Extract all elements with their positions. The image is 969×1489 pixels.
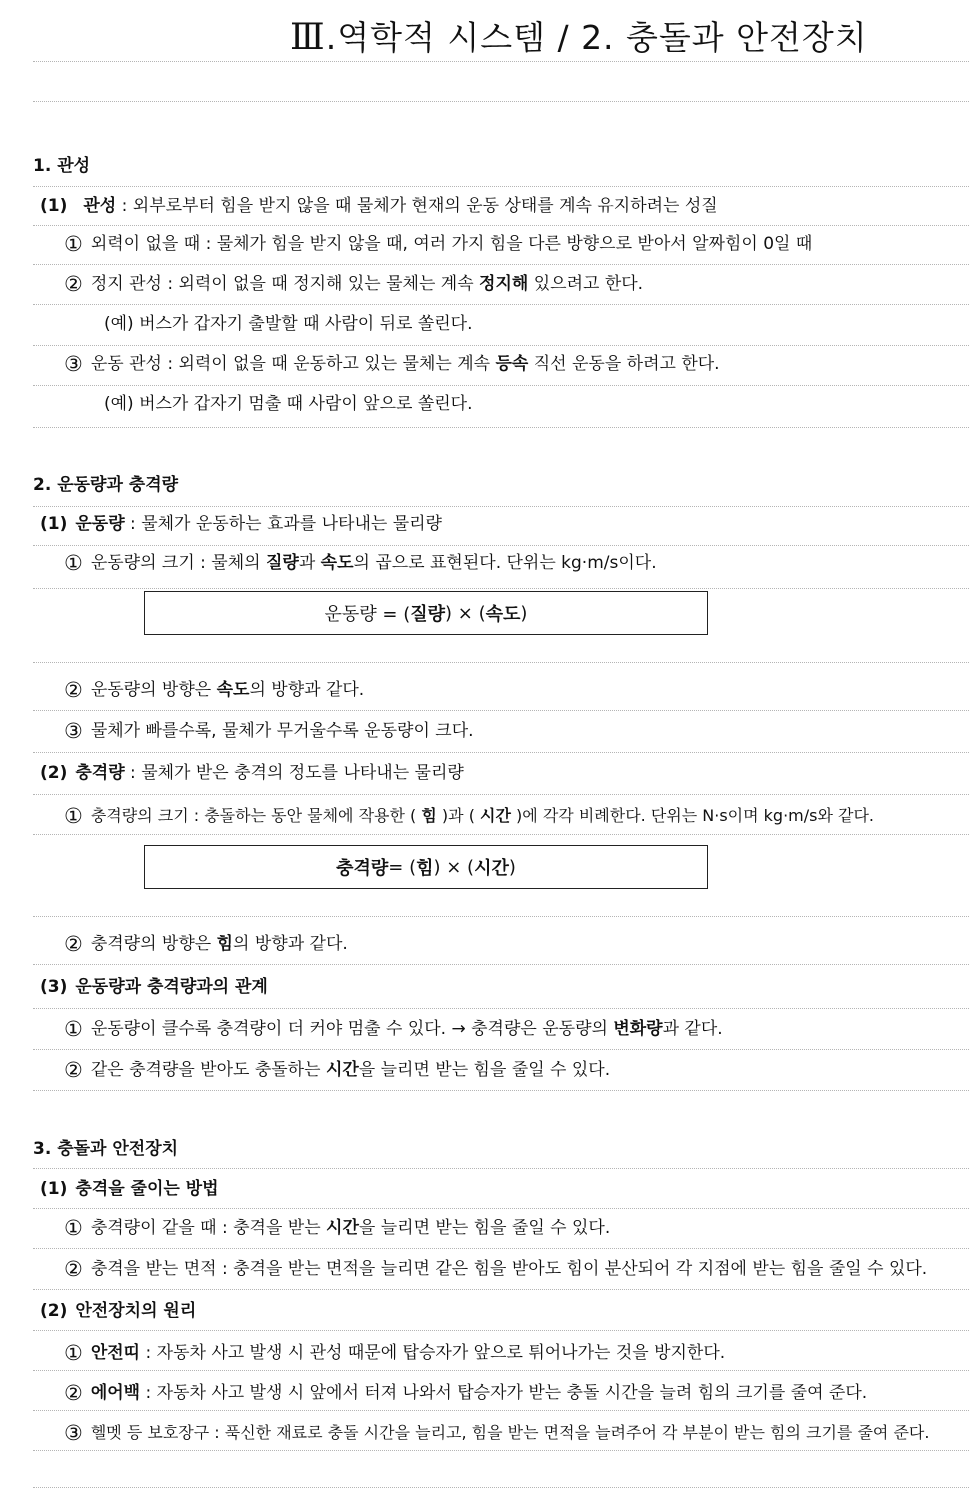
ruled-line	[33, 345, 969, 346]
list-item-impact-area: ② 충격을 받는 면적 : 충격을 받는 면적을 늘리면 같은 힘을 받아도 힘이 분산되어 각 지점에 받는 힘을 줄일 수 있다.	[64, 1257, 928, 1281]
ruled-line	[33, 545, 969, 546]
subheading-reduce-impact: (1) 충격을 줄이는 방법	[40, 1179, 219, 1199]
impulse-formula-box: 충격량 = ( 힘 ) × ( 시간 )	[144, 845, 708, 889]
subheading-inertia-definition: (1) 관성 : 외부로부터 힘을 받지 않을 때 물체가 현재의 운동 상태를 계속 유지하려는 성질	[40, 196, 718, 216]
list-item-collision-time: ② 같은 충격량을 받아도 충돌하는 시간을 늘리면 받는 힘을 줄일 수 있다.	[64, 1058, 611, 1082]
list-item-rest-inertia: ② 정지 관성 : 외력이 없을 때 정지해 있는 물체는 계속 정지해 있으려고 한다.	[64, 272, 644, 296]
ruled-line	[33, 1330, 969, 1331]
ruled-line	[33, 964, 969, 965]
section-heading-momentum-impulse: 2. 운동량과 충격량	[33, 475, 179, 495]
ruled-line	[33, 506, 969, 507]
title-text: .역학적 시스템 / 2. 충돌과 안전장치	[325, 18, 868, 57]
example-rest-inertia: (예) 버스가 갑자기 출발할 때 사람이 뒤로 쏠린다.	[104, 314, 473, 334]
ruled-line	[33, 264, 969, 265]
ruled-line	[33, 710, 969, 711]
subheading-momentum: (1) 운동량 : 물체가 운동하는 효과를 나타내는 물리량	[40, 514, 442, 534]
ruled-line	[33, 1450, 969, 1451]
subheading-safety-device-principle: (2) 안전장치의 원리	[40, 1301, 197, 1321]
ruled-line	[33, 101, 969, 102]
list-item-momentum-magnitude: ① 운동량의 크기 : 물체의 질량과 속도의 곱으로 표현된다. 단위는 kg·m/s이다.	[64, 551, 657, 575]
ruled-line	[33, 1008, 969, 1009]
ruled-line	[33, 427, 969, 428]
ruled-line	[33, 752, 969, 753]
ruled-line	[33, 1248, 969, 1249]
list-item-no-external-force: ① 외력이 없을 때 : 물체가 힘을 받지 않을 때, 여러 가지 힘을 다른 방향으로 받아서 알짜힘이 0일 때	[64, 232, 813, 256]
list-item-helmet: ③ 헬멧 등 보호장구 : 푹신한 재료로 충돌 시간을 늘리고, 힘을 받는 면적을 늘려주어 각 부분이 받는 힘의 크기를 줄여 준다.	[64, 1421, 930, 1445]
list-item-motion-inertia: ③ 운동 관성 : 외력이 없을 때 운동하고 있는 물체는 계속 등속 직선 운동을 하려고 한다.	[64, 352, 720, 376]
list-item-momentum-change: ① 운동량이 클수록 충격량이 더 커야 멈출 수 있다. → 충격량은 운동량의 변화량과 같다.	[64, 1017, 723, 1041]
list-item-same-impulse: ① 충격량이 같을 때 : 충격을 받는 시간을 늘리면 받는 힘을 줄일 수 있다.	[64, 1216, 611, 1240]
page-title	[290, 12, 868, 59]
ruled-line	[33, 1090, 969, 1091]
list-item-impulse-direction: ② 충격량의 방향은 힘의 방향과 같다.	[64, 932, 348, 956]
section-heading-inertia: 1. 관성	[33, 156, 91, 176]
ruled-line	[33, 186, 969, 187]
subheading-impulse: (2) 충격량 : 물체가 받은 충격의 정도를 나타내는 물리량	[40, 763, 464, 783]
list-item-impulse-magnitude: ① 충격량의 크기 : 충돌하는 동안 물체에 작용한 ( 힘 )과 ( 시간 )에 각각 비례한다. 단위는 N·s이며 kg·m/s와 같다.	[64, 804, 875, 828]
ruled-line	[33, 1208, 969, 1209]
ruled-line	[33, 225, 969, 226]
list-item-seatbelt: ① 안전띠 : 자동차 사고 발생 시 관성 때문에 탑승자가 앞으로 튀어나가는 것을 방지한다.	[64, 1341, 726, 1365]
list-item-momentum-direction: ② 운동량의 방향은 속도의 방향과 같다.	[64, 678, 365, 702]
ruled-line	[33, 61, 969, 62]
ruled-line	[33, 1289, 969, 1290]
subheading-momentum-impulse-relation: (3) 운동량과 충격량과의 관계	[40, 977, 268, 997]
ruled-line	[33, 1487, 969, 1488]
list-item-airbag: ② 에어백 : 자동차 사고 발생 시 앞에서 터져 나와서 탑승자가 받는 충돌 시간을 늘려 힘의 크기를 줄여 준다.	[64, 1381, 868, 1405]
list-item-momentum-speed-mass: ③ 물체가 빠를수록, 물체가 무거울수록 운동량이 크다.	[64, 719, 474, 743]
ruled-line	[33, 834, 969, 835]
ruled-line	[33, 794, 969, 795]
ruled-line	[33, 304, 969, 305]
ruled-line	[33, 662, 969, 663]
ruled-line	[33, 916, 969, 917]
ruled-line	[33, 588, 969, 589]
ruled-line	[33, 1049, 969, 1050]
example-motion-inertia: (예) 버스가 갑자기 멈출 때 사람이 앞으로 쏠린다.	[104, 394, 473, 414]
ruled-line	[33, 1370, 969, 1371]
section-heading-collision-safety: 3. 충돌과 안전장치	[33, 1139, 179, 1159]
ruled-line	[33, 385, 969, 386]
ruled-line	[33, 1168, 969, 1169]
ruled-line	[33, 1410, 969, 1411]
momentum-formula-box: 운동량 = ( 질량 ) × ( 속도 )	[144, 591, 708, 635]
title-roman-numeral: Ⅲ	[290, 17, 326, 58]
